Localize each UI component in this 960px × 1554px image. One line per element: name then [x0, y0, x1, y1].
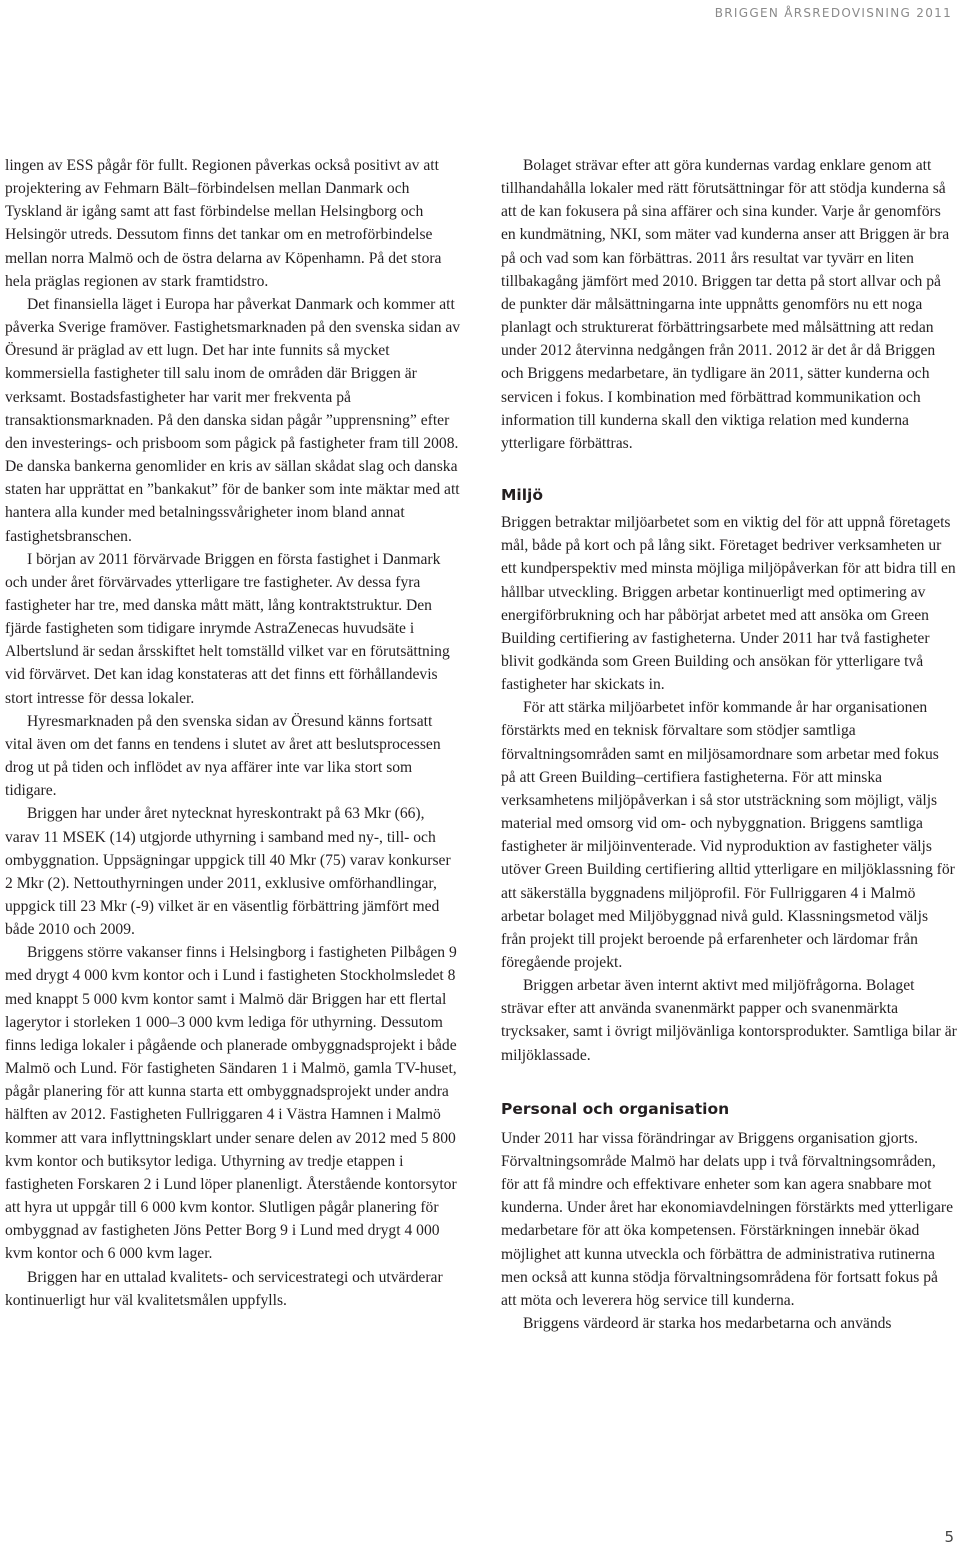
right-column: [501, 154, 957, 1335]
body-paragraph: Det finansiella läget i Europa har påverkat Danmark och kommer att påverka Sverige framöver. Fastighetsmarknaden på den svenska sidan av Öresund är präglad av ett lugn. Det har inte funnits så mycket kommersiella fastigheter till salu inom de områden där Briggen är verksamt. Bostadsfastigheter har varit mer frekventa på transaktionsmarknaden. På den danska sidan pågår ”upprensning” efter den investerings- och prisboom som pågick på fastigheter fram till 2008. De danska bankerna genomlider en kris av sällan skådat slag och danska staten har upprättat en ”bankakut” för de banker som inte mäktar med att hantera alla kunder med betalningssvårigheter inom bland annat fastighetsbranschen.: [5, 295, 461, 545]
running-header: BRIGGEN ÅRSREDOVISNING 2011: [714, 6, 952, 20]
body-paragraph: Briggen har en uttalad kvalitets- och servicestrategi och utvärderar kontinuerligt hur väl kvalitetsmålen uppfylls.: [5, 1268, 443, 1309]
body-paragraph: Briggen har under året nytecknat hyreskontrakt på 63 Mkr (66), varav 11 MSEK (14) utgjorde uthyrning i samband med ny-, till- och ombyggnation. Uppsägningar uppgick till 40 Mkr (75) varav konkurser 2 Mkr (2). Nettouthyrningen under 2011, exklusive omförhandlingar, uppgick till 23 Mkr (-9) vilket är en väsentlig förbättring jämfört med både 2010 och 2009.: [5, 805, 451, 939]
body-paragraph: Hyresmarknaden på den svenska sidan av Öresund känns fortsatt vital även om det fanns en tendens i slutet av året att beslutsprocessen drog ut på tiden och inflödet av nya affärer inte var lika stort som tidigare.: [5, 712, 441, 800]
body-paragraph: I början av 2011 förvärvade Briggen en första fastighet i Danmark och under året förvärvades ytterligare tre fastigheter. Av dessa fyra fastigheter har tre, med danska mått mätt, lång kontraktstruktur. Den fjärde fastigheten som tidigare inrymde AstraZenecas huvudsäte i Albertslund är sedan årsskiftet helt tomställd vilket var en förutsättning vid förvärvet. Det kan idag konstateras att det finns ett förhållandevis stort intresse för dessa lokaler.: [5, 550, 450, 707]
body-paragraph: För att stärka miljöarbetet inför kommande år har organisationen förstärkts med en teknisk förvaltare som stödjer samtliga förvaltningsområden samt en miljösamordnare som arbetar med fokus på att Green Building–certifiera fastigheterna. För att minska verksamhetens miljöpåverkan i så stor utsträckning som möjligt, väljs material med omsorg vid om- och nybyggnation. Briggens samtliga fastigheter är miljöinventerade. Vid nyproduktion av fastigheter väljs utöver Green Building certifiering alltid ytterligare en miljöklassning för att säkerställa byggnadens miljöprofil. För Fullriggaren 4 i Malmö arbetar bolaget med Miljöbyggnad nivå guld. Klassningsmetod väljs från projekt till projekt beroende på erfarenheter och lärdomar från föregående projekt.: [501, 699, 955, 971]
section-heading-personal: Personal och organisation: [501, 1099, 730, 1118]
body-paragraph: Briggen betraktar miljöarbetet som en viktig del för att uppnå företagets mål, både på kort och på lång sikt. Företaget bedriver verksamheten ur ett kundperspektiv med minsta möjliga miljöpåverkan för att bidra till en hållbar utveckling. Briggen arbetar kontinuerligt med optimering av energiförbrukning och har påbörjat arbetet med att ansöka om Green Building certifiering av fastigheterna. Under 2011 har två fastigheter blivit godkända som Green Building och ansökan för ytterligare två fastigheter har skickats in.: [501, 514, 956, 694]
body-paragraph: Under 2011 har vissa förändringar av Briggens organisation gjorts. Förvaltningsområde Malmö har delats upp i två förvaltningsområden, för att få mindre och effektivare enheter som kan agera snabbare mot kunderna. Under året har ekonomiavdelningen förstärkts med ytterligare medarbetare för att öka kompetensen. Förstärkningen innebär ökad möjlighet att kunna utveckla och förbättra de administrativa rutinerna men också att kunna stödja förvaltningsområdena för fortsatt fokus på att möta och leverera hög service till kunderna.: [501, 1129, 954, 1309]
body-paragraph: Bolaget strävar efter att göra kundernas vardag enklare genom att tillhandahålla lokaler med rätt förutsättningar för att stödja kunderna så att de kan fokusera på sina affärer och sina kunder. Varje år genomförs en kundmätning, NKI, som mäter vad kunderna anser att Briggen är bra på och vad som kan förbättras. 2011 års resultat var tyvärr en liten tillbakagång jämfört med 2010. Briggen tar detta på stort allvar och på de punkter där målsättningarna inte uppnåtts genomförs nu ett noga planlagt och strukturerat förbättringsarbete med målsättning att redan under 2012 återvinna nedgången från 2011. 2012 är det år då Briggen och Briggens medarbetare, än tydligare än 2011, sätter kunderna och servicen i fokus. I kombination med förbättrad kommunikation och information till kunderna skall den viktiga relation med kunderna ytterligare förbättras.: [501, 157, 950, 452]
body-paragraph: lingen av ESS pågår för fullt. Regionen påverkas också positivt av att projektering av Fehmarn Bält–förbindelsen mellan Danmark och Tyskland är igång samt att fast förbindelse mellan Helsingborg och Helsingör utreds. Dessutom finns det tankar om en metroförbindelse mellan norra Malmö och de östra delarna av Köpenhamn. På det stora hela präglas regionen av stark framtidstro.: [5, 157, 442, 290]
body-paragraph: Briggens värdeord är starka hos medarbetarna och används: [523, 1315, 892, 1333]
body-paragraph: Briggens större vakanser finns i Helsingborg i fastigheten Pilbågen 9 med drygt 4 000 kvm kontor och i Lund i fastigheten Stockholmsledet 8 med knappt 5 000 kvm kontor samt i Malmö där Briggen har ett flertal lagerytor i storleken 1 000–3 000 kvm lediga för uthyrning. Dessutom finns lediga lokaler i pågående och planerade ombyggnadsprojekt i både Malmö och Lund. För fastigheten Sändaren 1 i Malmö, gamla TV-huset, pågår planering för att kunna starta ett ombyggnadsprojekt under andra hälften av 2012. Fastigheten Fullriggaren 4 i Västra Hamnen i Malmö kommer att vara inflyttningsklart under senare delen av 2012 med 5 800 kvm kontor och butiksytor lediga. Uthyrning av tredje etappen i fastigheten Forskaren 2 i Lund löper planenligt. Återstående kontorsytor att hyra ut uppgår till 6 000 kvm kontor. Slutligen pågår planering för ombyggnad av fastigheten Jöns Petter Borg 9 i Lund med drygt 4 000 kvm kontor och 6 000 kvm lager.: [5, 944, 457, 1263]
body-paragraph: Briggen arbetar även internt aktivt med miljöfrågorna. Bolaget strävar efter att använda svanenmärkt papper och svanenmärkta trycksaker, samt i övrigt miljövänliga kontorsprodukter. Samtliga bilar är miljöklassade.: [501, 977, 957, 1064]
page-number: 5: [944, 1528, 954, 1546]
left-column: [5, 154, 461, 1312]
section-heading-miljo: Miljö: [501, 486, 544, 505]
